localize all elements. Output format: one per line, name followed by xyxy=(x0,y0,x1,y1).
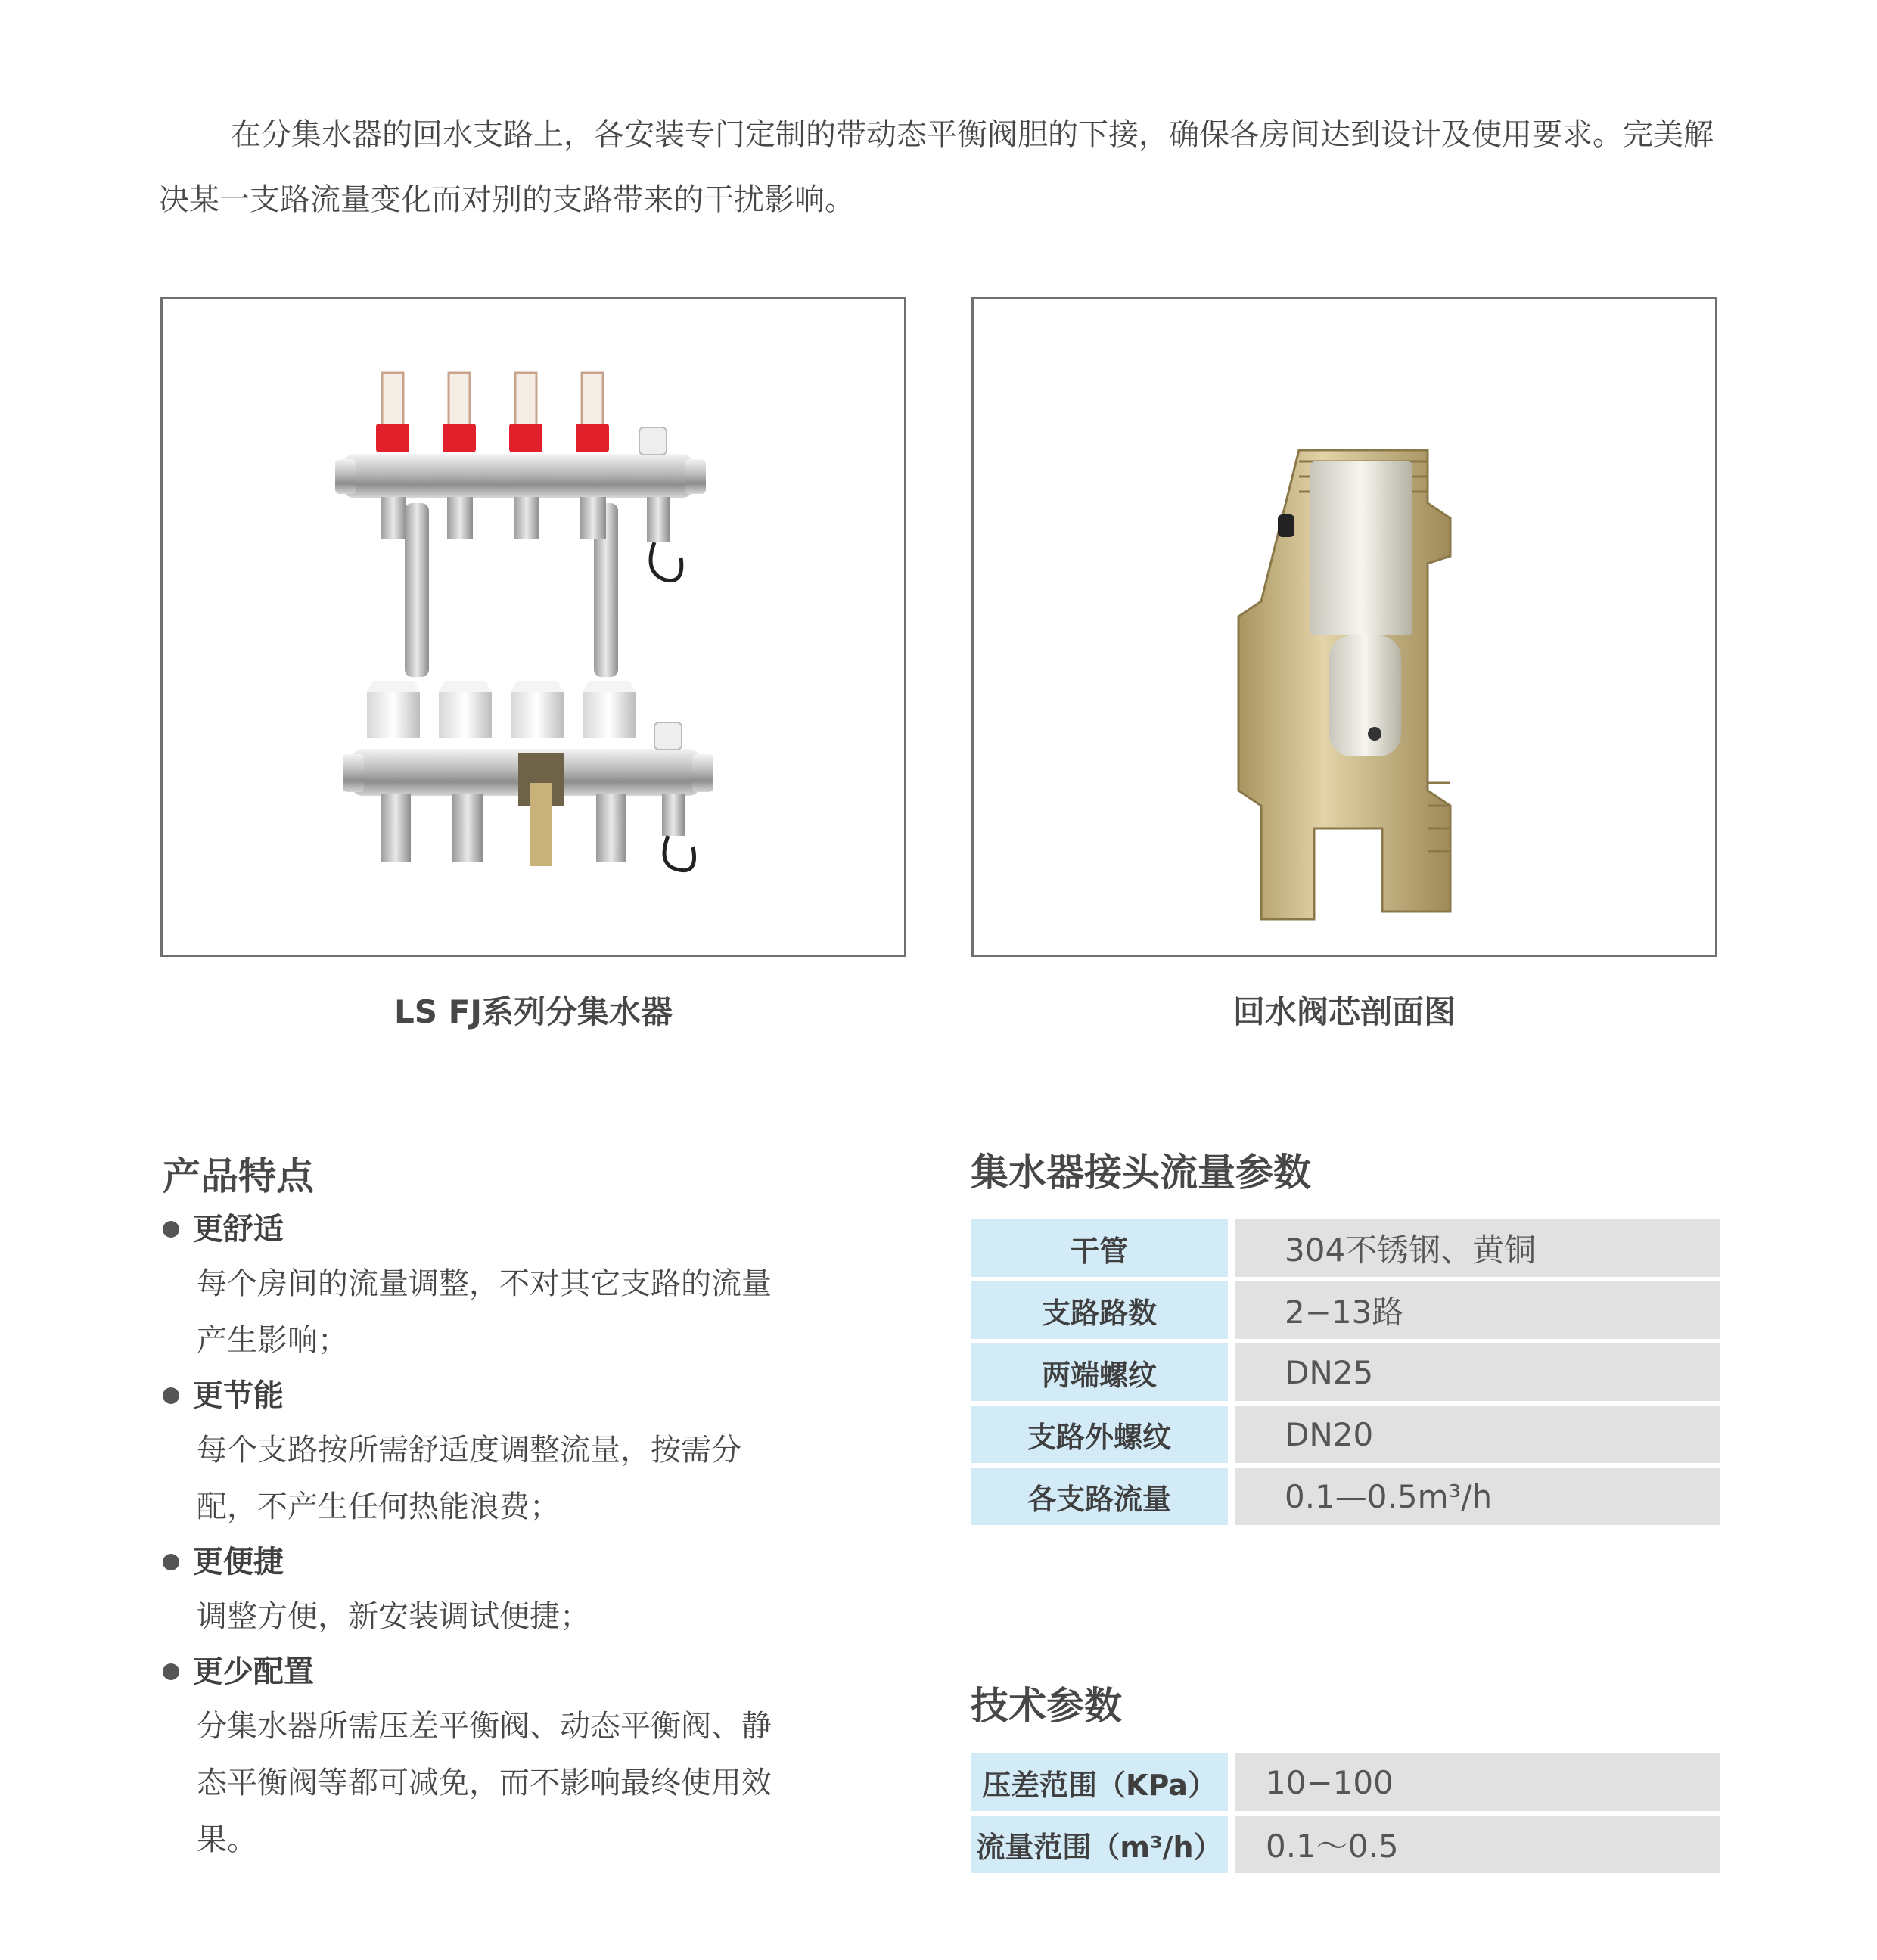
param-key: 两端螺纹 xyxy=(971,1343,1228,1401)
table-row xyxy=(971,1343,1720,1401)
bullet-dot xyxy=(163,1387,179,1404)
valve-caps xyxy=(367,681,636,738)
tech-params-title: 技术参数 xyxy=(971,1684,1122,1728)
feature-item xyxy=(163,1536,844,1645)
valve-section-caption: 回水阀芯剖面图 xyxy=(1232,993,1456,1030)
bullet-dot xyxy=(163,1221,179,1238)
param-value: 2−13路 xyxy=(1235,1281,1720,1339)
param-value: 0.1—0.5m³/h xyxy=(1235,1468,1720,1525)
param-key: 各支路流量 xyxy=(971,1468,1228,1525)
param-key: 支路路数 xyxy=(971,1281,1228,1339)
table-row xyxy=(971,1468,1720,1525)
param-value: 304不锈钢、黄铜 xyxy=(1235,1219,1720,1277)
manifold-caption: LS FJ系列分集水器 xyxy=(394,993,673,1030)
table-row xyxy=(971,1406,1720,1463)
feature-desc: 每个房间的流量调整，不对其它支路的流量产生影响； xyxy=(197,1266,772,1358)
tech-params-table xyxy=(971,1753,1720,1878)
param-value: 0.1～0.5 xyxy=(1235,1816,1720,1873)
flow-params-table xyxy=(971,1219,1720,1530)
param-key: 干管 xyxy=(971,1219,1228,1277)
feature-item xyxy=(163,1369,844,1536)
param-value: DN20 xyxy=(1235,1406,1720,1463)
feature-item xyxy=(163,1645,844,1868)
param-value: DN25 xyxy=(1235,1343,1720,1401)
feature-desc: 分集水器所需压差平衡阀、动态平衡阀、静态平衡阀等都可减免，而不影响最终使用效果。 xyxy=(197,1709,772,1857)
manifold-illustration xyxy=(163,299,904,955)
feature-title: 更少配置 xyxy=(193,1654,314,1689)
flow-meters xyxy=(376,373,609,452)
manifold-image-frame xyxy=(160,297,906,957)
flow-params-title: 集水器接头流量参数 xyxy=(971,1151,1311,1194)
valve-core-section-illustration xyxy=(974,299,1715,955)
param-key: 支路外螺纹 xyxy=(971,1406,1228,1463)
feature-list xyxy=(163,1203,844,1868)
table-row xyxy=(971,1281,1720,1339)
param-key: 压差范围（KPa） xyxy=(971,1753,1228,1811)
feature-desc: 每个支路按所需舒适度调整流量，按需分配，不产生任何热能浪费； xyxy=(197,1433,741,1524)
features-title: 产品特点 xyxy=(163,1154,314,1198)
table-row xyxy=(971,1753,1720,1811)
table-row xyxy=(971,1219,1720,1277)
intro-paragraph: 在分集水器的回水支路上，各安装专门定制的带动态平衡阀胆的下接，确保各房间达到设计及使用要求。完美解决某一支路流量变化而对别的支路带来的干扰影响。 xyxy=(159,117,1714,217)
param-value: 10−100 xyxy=(1235,1753,1720,1811)
bullet-dot xyxy=(163,1663,179,1680)
feature-desc: 调整方便，新安装调试便捷； xyxy=(197,1599,590,1634)
feature-title: 更便捷 xyxy=(193,1545,284,1579)
param-key: 流量范围（m³/h） xyxy=(971,1816,1228,1873)
bullet-dot xyxy=(163,1554,179,1570)
table-row xyxy=(971,1816,1720,1873)
valve-section-image-frame xyxy=(971,297,1717,957)
feature-title: 更节能 xyxy=(193,1378,284,1413)
feature-title: 更舒适 xyxy=(193,1212,284,1247)
feature-item xyxy=(163,1203,844,1369)
